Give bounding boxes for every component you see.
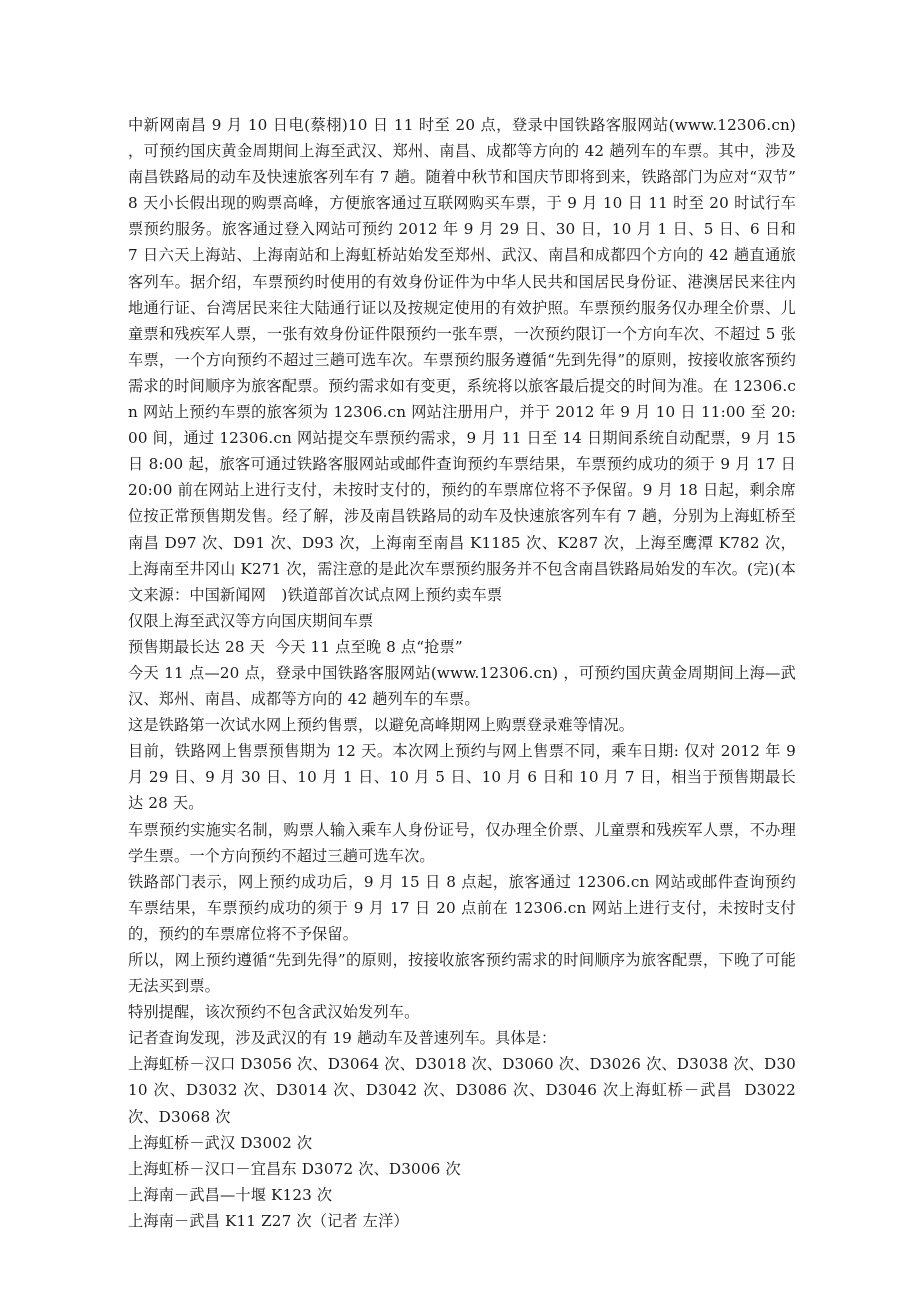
article-two-lead: 今天 11 点—20 点，登录中国铁路客服网站(www.12306.cn) ，可预约国庆黄金周期间上海—武汉、郑州、南昌、成都等方向的 42 趟列车的车票。 [128,663,796,709]
article-two-p7: 特别提醒，该次预约不包含武汉始发列车。 [128,1003,420,1022]
train-list-hongqiao-wuhan: 上海虹桥－武汉 D3002 次 [128,1133,313,1152]
article-two-p4: 车票预约实施实名制，购票人输入乘车人身份证号，仅办理全价票、儿童票和残疾军人票，不办理学生票。一个方向预约不超过三趟可选车次。 [128,820,796,865]
article-two-p5: 铁路部门表示，网上预约成功后，9 月 15 日 8 点起，旅客通过 12306.cn 网站或邮件查询预约车票结果，车票预约成功的须于 9 月 17 日 20 点前在 12306.cn 网站上进行支付，未按时支付的，预约的车票席位将不予保留。 [128,872,796,943]
train-list-hongqiao-yichang: 上海虹桥－汉口－宜昌东 D3072 次、D3006 次 [128,1159,461,1178]
article-two-p8: 记者查询发现，涉及武汉的有 19 趟动车及普速列车。具体是： [128,1029,557,1048]
train-list-shanghainan-shiyan: 上海南－武昌—十堰 K123 次 [128,1185,333,1204]
article-two-p6: 所以，网上预约遵循“先到先得”的原则，按接收旅客预约需求的时间顺序为旅客配票，下晚了可能无法买到票。 [128,951,796,996]
train-list-shanghainan-wuchang: 上海南－武昌 K11 Z27 次（记者 左洋） [128,1211,409,1230]
train-list-hongqiao-hankou: 上海虹桥－汉口 D3056 次、D3064 次、D3018 次、D3060 次、D3026 次、D3038 次、D3010 次、D3032 次、D3014 次、D3042 次、D3086 次、D3046 次上海虹桥－武昌 D3022 次、D3068 次 [128,1055,801,1126]
article-two-p2: 这是铁路第一次试水网上预约售票，以避免高峰期网上购票登录难等情况。 [128,716,635,735]
subheadline-scope: 仅限上海至武汉等方向国庆期间车票 [128,611,374,630]
article-two-p3: 目前，铁路网上售票预售期为 12 天。本次网上预约与网上售票不同，乘车日期: 仅对 2012 年 9 月 29 日、9 月 30 日、10 月 1 日、10 月 5 日、10 月 6 日和 10 月 7 日，相当于预售期最长达 28 天。 [128,742,801,813]
document-body [128,112,801,1234]
article-one-body: 中新网南昌 9 月 10 日电(蔡栩)10 日 11 时至 20 点，登录中国铁路客服网站(www.12306.cn) ，可预约国庆黄金周期间上海至武汉、郑州、南昌、成都等方向的 42 趟列车的车票。其中，涉及南昌铁路局的动车及快速旅客列车有 7 趟。随着中秋节和国庆节即将到来，铁路部门为应对“双节”8 天小长假出现的购票高峰，方便旅客通过互联网购买车票，于 9 月 10 日 11 时至 20 时试行车票预约服务。旅客通过登入网站可预约 2012 年 9 月 29 日、30 日，10 月 1 日、5 日、6 日和 7 日六天上海站、上海南站和上海虹桥站始发至郑州、武汉、南昌和成都四个方向的 42 趟直通旅客列车。据介绍，车票预约时使用的有效身份证件为中华人民共和国居民身份证、港澳居民来往内地通行证、台湾居民来往大陆通行证以及按规定使用的有效护照。车票预约服务仅办理全价票、儿童票和残疾军人票，一张有效身份证件限预约一张车票，一次预约限订一个方向车次、不超过 5 张车票，一个方向预约不超过三趟可选车次。车票预约服务遵循“先到先得”的原则，按接收旅客预约需求的时间顺序为旅客配票。预约需求如有变更，系统将以旅客最后提交的时间为准。在 12306.cn 网站上预约车票的旅客须为 12306.cn 网站注册用户，并于 2012 年 9 月 10 日 11:00 至 20:00 间，通过 12306.cn 网站提交车票预约需求，9 月 11 日至 14 日期间系统自动配票，9 月 15 日 8:00 起，旅客可通过铁路客服网站或邮件查询预约车票结果，车票预约成功的须于 9 月 17 日 20:00 前在网站上进行支付，未按时支付的，预约的车票席位将不予保留。9 月 18 日起，剩余席位按正常预售期发售。经了解，涉及南昌铁路局的动车及快速旅客列车有 7 趟，分别为上海虹桥至南昌 D97 次、D91 次、D93 次，上海南至南昌 K1185 次、K287 次，上海至鹰潭 K782 次，上海南至井冈山 K271 次，需注意的是此次车票预约服务并不包含南昌铁路局始发的车次。(完)(本文来源：中国新闻网 )铁道部首次试点网上预约卖车票 [128,116,796,604]
subheadline-presale: 预售期最长达 28 天 今天 11 点至晚 8 点“抢票” [128,637,463,656]
